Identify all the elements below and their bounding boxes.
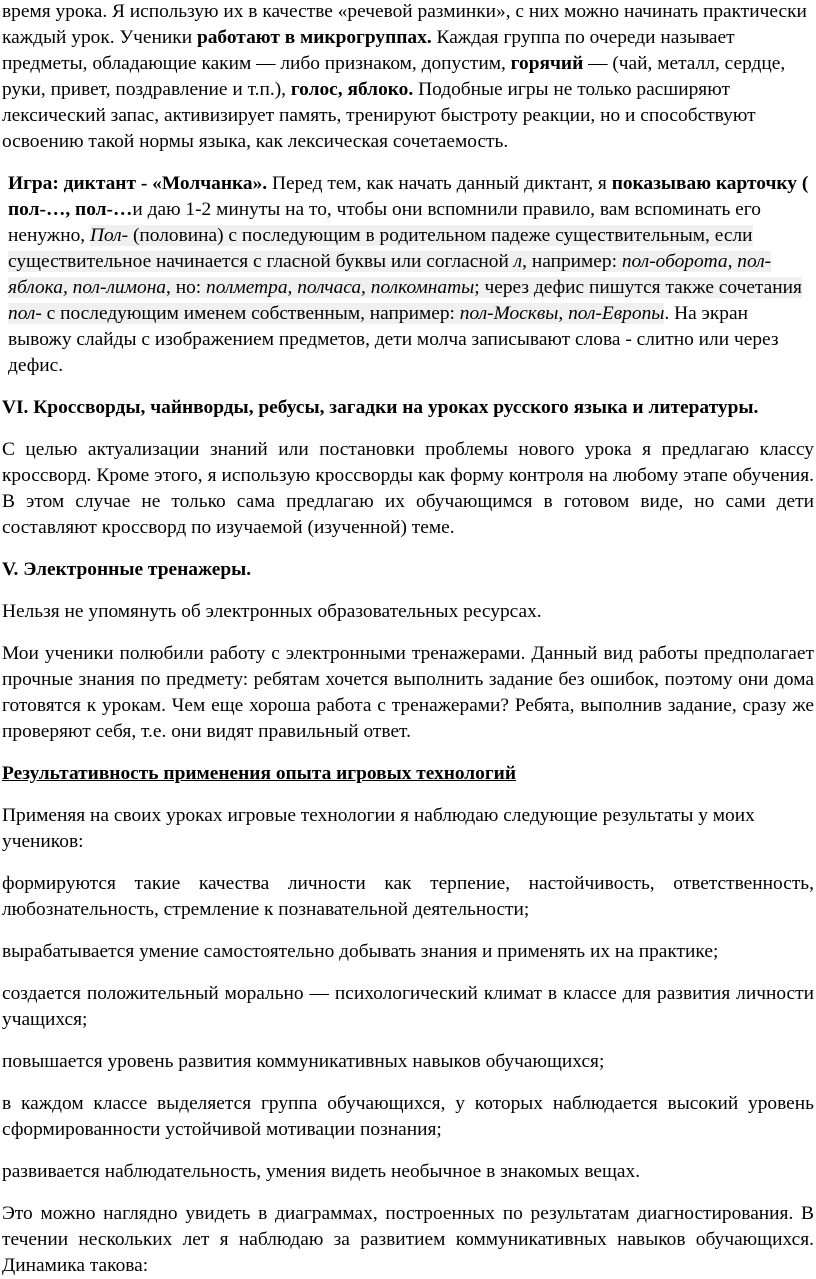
text-segment: , например: — [522, 251, 622, 272]
result-item: создается положительный морально — психологический климат в классе для развития личности учащихся; — [2, 983, 814, 1030]
text-segment: . На экран вывожу слайды с изображением предметов, дети молча записывают слова - слитно или через дефис. — [8, 303, 779, 376]
italic-example: полметра, полчаса, полкомнаты — [206, 277, 475, 298]
text-segment: , но: — [166, 277, 207, 298]
game-title: Игра: диктант - «Молчанка». — [8, 173, 268, 194]
bold-text: работают в микрогруппах. — [196, 27, 432, 48]
text-segment: и даю 1-2 минуты на то, чтобы они вспомнили правило, вам вспоминать его ненужно, — [8, 199, 761, 246]
text-segment: Подобные игры не только расширяют лексический запас, активизирует память, тренируют быстроту реакции, но и способствуют освоению такой нормы языка, как лексическая сочетаемость. — [2, 79, 756, 152]
paragraph-trainers: Мои ученики полюбили работу с электронными тренажерами. Данный вид работы предполагает прочные знания по предмету: ребятам хочется выполнить задание без ошибок, поэтому они дома готовятся к урокам. Чем еще хороша работа с тренажерами? Ребята, выполнив задание, сразу же проверяют себя, т.е. они видят правильный ответ. — [2, 643, 814, 742]
paragraph-diagrams: Это можно наглядно увидеть в диаграммах, построенных по результатам диагностирования. В течении нескольких лет я наблюдаю за развитием коммуникативных навыков обучающихся. Динамика такова: — [2, 1203, 814, 1276]
bold-text: показываю карточку ( пол-…, пол-… — [8, 173, 809, 220]
paragraph-results-intro: Применяя на своих уроках игровые технологии я наблюдаю следующие результаты у моих учеников: — [2, 805, 755, 852]
italic-text: Пол- — [89, 225, 129, 246]
section-heading-vi: VI. Кроссворды, чайнворды, ребусы, загадки на уроках русского языка и литературы. — [2, 397, 759, 418]
result-item: формируются такие качества личности как терпение, настойчивость, ответственность, любознательность, стремление к познавательной деятельности; — [2, 873, 814, 920]
text-segment: Перед тем, как начать данный диктант, я — [267, 173, 612, 194]
paragraph-speech-warmup — [2, 0, 814, 155]
text-segment: время урока. Я использую их в качестве «речевой разминки», с них можно начинать практически каждый урок. Ученики — [2, 1, 807, 48]
bold-text: голос, яблоко. — [290, 79, 414, 100]
text-segment: с последующим именем собственным, например: — [41, 303, 460, 324]
italic-text: л — [513, 251, 523, 272]
paragraph-game-dictation — [2, 171, 814, 379]
text-segment: (половина) с последующим в родительном падеже существительным, если существительное начинается с гласной буквы или согласной — [8, 225, 753, 272]
text-segment: — (чай, металл, сердце, руки, привет, поздравление и т.п.), — [2, 53, 786, 100]
result-item: развивается наблюдательность, умения видеть необычное в знакомых вещах. — [2, 1161, 641, 1182]
text-segment: Каждая группа по очереди называет предметы, обладающие каким — либо признаком, допустим, — [2, 27, 735, 74]
result-item: в каждом классе выделяется группа обучающихся, у которых наблюдается высокий уровень сформированности устойчивой мотивации познания; — [2, 1093, 814, 1140]
italic-example: пол-оборота, пол-яблока, пол-лимона — [8, 251, 772, 298]
section-heading-results: Результативность применения опыта игровых технологий — [2, 763, 517, 784]
section-heading-v: V. Электронные тренажеры. — [2, 559, 252, 580]
paragraph-electronic-resources: Нельзя не упомянуть об электронных образовательных ресурсах. — [2, 601, 542, 622]
paragraph-crosswords: С целью актуализации знаний или постановки проблемы нового урока я предлагаю классу кроссворд. Кроме этого, я использую кроссворды как форму контроля на любому этапе обучения. В этом случае не только сама предлагаю их обучающимся в готовом виде, но сами дети составляют кроссворд по изучаемой (изученной) теме. — [2, 439, 814, 538]
italic-text: пол- — [8, 303, 42, 324]
italic-example: пол-Москвы, пол-Европы — [459, 303, 665, 324]
bold-text: горячий — [510, 53, 584, 74]
result-item: вырабатывается умение самостоятельно добывать знания и применять их на практике; — [2, 941, 719, 962]
text-segment: ; через дефис пишутся также сочетания — [474, 277, 802, 298]
result-item: повышается уровень развития коммуникативных навыков обучающихся; — [2, 1051, 605, 1072]
